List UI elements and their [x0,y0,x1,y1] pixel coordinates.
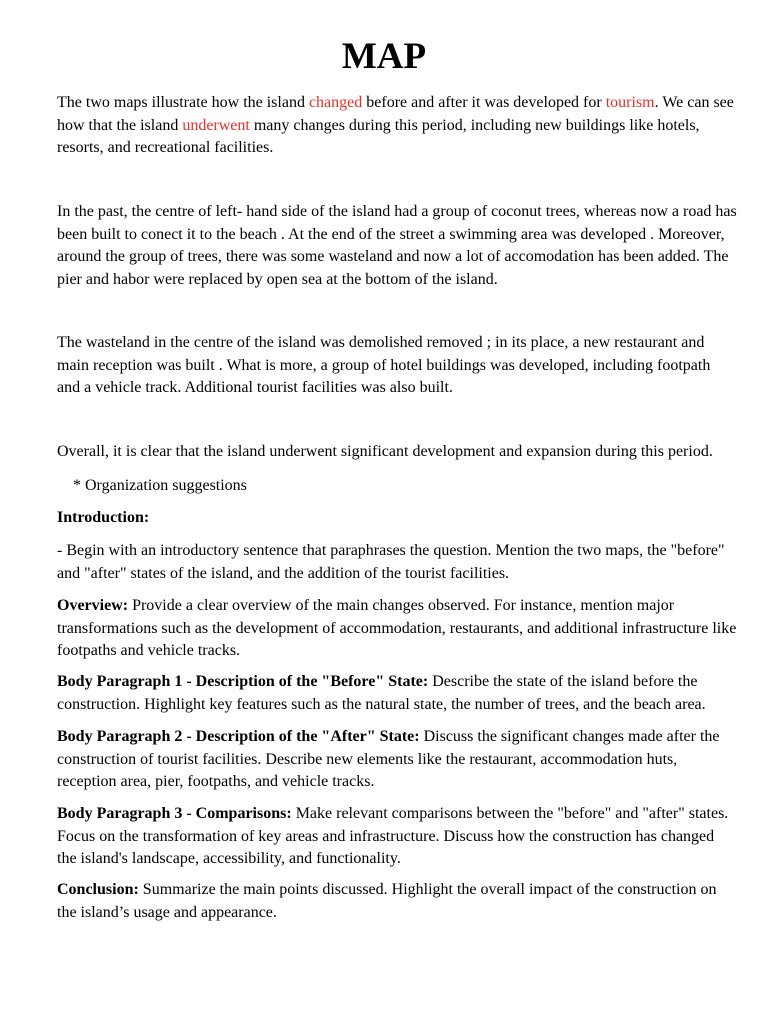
introduction-heading: Introduction: [57,509,150,526]
conclusion-paragraph [57,879,737,924]
body-paragraph-2-text: Discuss the significant changes made after the construction of tourist facilities. Describe new elements like the restaurant, accommodation huts, reception area, pier, footpaths, and vehicle tracks. [57,728,720,790]
essay-paragraph-past: In the past, the centre of left- hand side of the island had a group of coconut trees, whereas now a road has been built to conect it to the beach . At the end of the street a swimming area was developed . Moreover, around the group of trees, there was some wasteland and now a lot of accomodation has been added. The pier and habor were replaced by open sea at the bottom of the island. [57,203,737,288]
body-paragraph-3-text: Make relevant comparisons between the "before" and "after" states. Focus on the transformation of key areas and infrastructure. Discuss how the construction has changed the island's landscape, accessibility, and functionality. [57,805,729,867]
body-paragraph-3-label: Body Paragraph 3 - Comparisons: [57,805,292,822]
overview-label: Overview: [57,597,129,614]
intro-text-3: . We can see how that the island [57,94,734,134]
page-title: MAP [341,36,427,77]
body-paragraph-1 [57,671,737,716]
overview-paragraph [57,595,737,663]
highlight-tourism: tourism [605,94,655,111]
body-paragraph-2-label: Body Paragraph 2 - Description of the "After" State: [57,728,420,745]
body-paragraph-2 [57,726,737,794]
essay-paragraph-intro [57,92,737,160]
essay-paragraph-overall: Overall, it is clear that the island underwent significant development and expansion during this period. [57,443,713,460]
highlight-underwent: underwent [182,116,250,134]
intro-text-2: before and after it was developed for [362,94,606,111]
highlight-changed: changed [308,94,363,111]
conclusion-text: Summarize the main points discussed. Highlight the overall impact of the construction on the island’s usage and appearance. [57,881,717,921]
body-paragraph-1-text: Describe the state of the island before the construction. Highlight key features such as the natural state, the number of trees, and the beach area. [57,673,706,713]
body-paragraph-1-label: Body Paragraph 1 - Description of the "Before" State: [57,673,429,690]
conclusion-label: Conclusion: [57,881,139,898]
overview-text: Provide a clear overview of the main changes observed. For instance, mention major transformations such as the development of accommodation, restaurants, and additional infrastructure like footpaths and vehicle tracks. [57,597,737,659]
suggestions-heading: * Organization suggestions [73,477,247,494]
intro-text-1: The two maps illustrate how the island [57,94,309,111]
introduction-label [57,507,737,530]
intro-text-4: many changes during this period, including new buildings like hotels, resorts, and recreational facilities. [57,116,700,156]
body-paragraph-3 [57,803,737,871]
essay-paragraph-wasteland: The wasteland in the centre of the island was demolished removed ; in its place, a new restaurant and main reception was built . What is more, a group of hotel buildings was developed, including footpath and a vehicle track. Additional tourist facilities was also built. [57,334,711,396]
introduction-text: - Begin with an introductory sentence that paraphrases the question. Mention the two maps, the "before" and "after" states of the island, and the addition of the tourist facilities. [57,542,725,582]
